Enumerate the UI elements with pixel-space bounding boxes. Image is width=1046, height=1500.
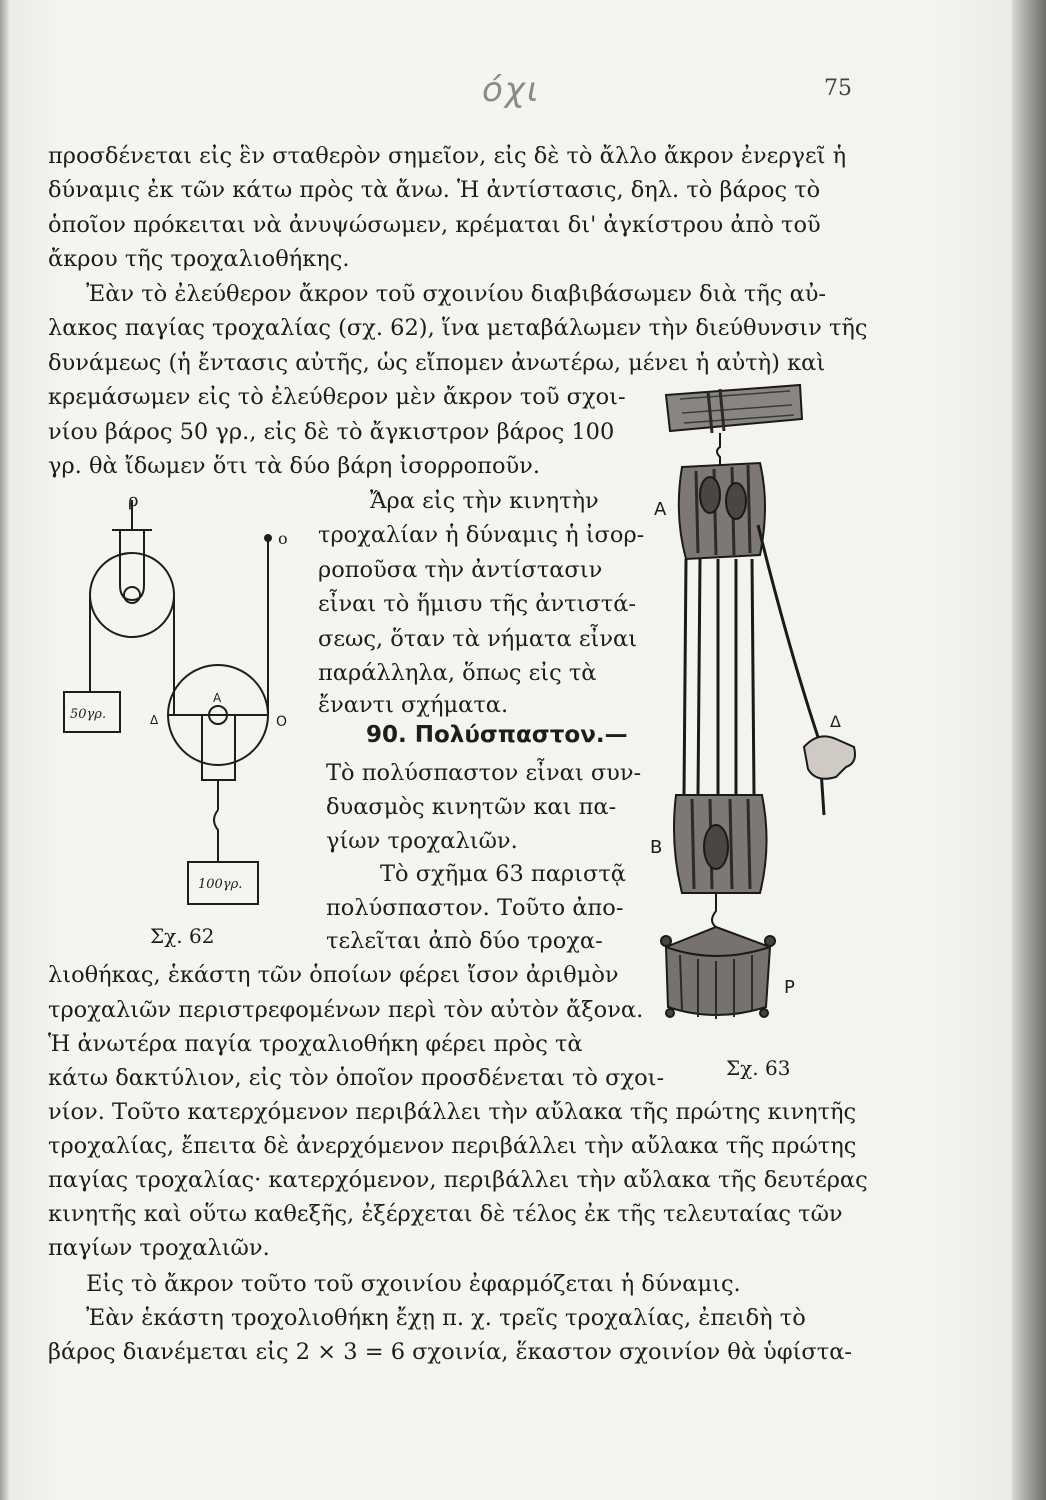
weight-100-label: 100γρ. xyxy=(198,877,243,892)
weight-50-label: 50γρ. xyxy=(70,707,107,722)
text-line: δύναμις ἐκ τῶν κάτω πρὸς τὰ ἄνω. Ἡ ἀντίστασις, δηλ. τὸ βάρος τὸ xyxy=(48,177,821,203)
label-delta: Δ xyxy=(150,713,159,727)
text-line: Ἄρα εἰς τὴν κινητὴν xyxy=(370,488,599,514)
text-line: παράλληλα, ὅπως εἰς τὰ xyxy=(318,660,597,686)
text-line: Ἐὰν ἑκάστη τροχολιοθήκη ἔχῃ π. χ. τρεῖς τροχαλίας, ἐπειδὴ τὸ xyxy=(86,1305,806,1331)
figure-62-caption: Σχ. 62 xyxy=(150,924,215,948)
text-line: κινητῆς καὶ οὕτω καθεξῆς, ἐξέρχεται δὲ τέλος ἐκ τῆς τελευταίας τῶν xyxy=(48,1201,843,1227)
text-line: τελεῖται ἀπὸ δύο τροχα- xyxy=(326,928,603,954)
figure-63-block-and-tackle xyxy=(640,375,870,1055)
text-line: προσδένεται εἰς ἓν σταθερὸν σημεῖον, εἰς δὲ τὸ ἄλλο ἄκρον ἐνεργεῖ ἡ xyxy=(48,143,847,169)
text-line: λακος παγίας τροχαλίας (σχ. 62), ἵνα μεταβάλωμεν τὴν διεύθυνσιν τῆς xyxy=(48,315,868,341)
label-Delta-force: Δ xyxy=(830,712,841,731)
text-line: κάτω δακτύλιον, εἰς τὸν ὁποῖον προσδένεται τὸ σχοι- xyxy=(48,1065,665,1091)
text-line: Ἐὰν τὸ ἐλεύθερον ἄκρον τοῦ σχοινίου διαβιβάσωμεν διὰ τῆς αὐ- xyxy=(86,281,827,307)
text-line: Ἡ ἀνωτέρα παγία τροχαλιοθήκη φέρει πρὸς τὰ xyxy=(48,1031,583,1057)
text-line: γίων τροχαλιῶν. xyxy=(326,828,518,854)
text-line: τροχαλιῶν περιστρεφομένων περὶ τὸν αὐτὸν ἄξονα. xyxy=(48,997,644,1023)
text-line: κρεμάσωμεν εἰς τὸ ἐλεύθερον μὲν ἄκρον τοῦ σχοι- xyxy=(48,384,626,410)
figure-63-caption: Σχ. 63 xyxy=(726,1056,791,1080)
text-line: βάρος διανέμεται εἰς 2 × 3 = 6 σχοινία, ἕκαστον σχοινίον θὰ ὑφίστα- xyxy=(48,1339,853,1365)
text-line: νίου βάρος 50 γρ., εἰς δὲ τὸ ἄγκιστρον βάρος 100 xyxy=(48,419,615,445)
text-line: εἶναι τὸ ἥμισυ τῆς ἀντιστά- xyxy=(318,591,637,617)
text-line: Τὸ πολύσπαστον εἶναι συν- xyxy=(326,760,642,786)
text-line: σεως, ὅταν τὰ νήματα εἶναι xyxy=(318,626,638,652)
text-line: δυασμὸς κινητῶν και πα- xyxy=(326,794,617,820)
text-line: ἔναντι σχήματα. xyxy=(318,692,509,718)
text-line: πολύσπαστον. Τοῦτο ἀπο- xyxy=(326,895,624,921)
text-line: Τὸ σχῆμα 63 παριστᾷ xyxy=(380,861,626,887)
text-line: γρ. θὰ ἴδωμεν ὅτι τὰ δύο βάρη ἰσορροποῦν. xyxy=(48,453,541,479)
text-line: δυνάμεως (ἡ ἔντασις αὐτῆς, ὡς εἴπομεν ἀνωτέρω, μένει ἡ αὐτὴ) καὶ xyxy=(48,350,826,376)
label-o-right: Ο xyxy=(276,714,288,730)
text-line: τροχαλίαν ἡ δύναμις ἡ ἰσορ- xyxy=(318,522,645,548)
figure-62-pulley-diagram xyxy=(50,490,320,960)
text-line: νίον. Τοῦτο κατερχόμενον περιβάλλει τὴν αὔλακα τῆς πρώτης κινητῆς xyxy=(48,1099,857,1125)
page-edge-shadow xyxy=(0,0,10,1500)
book-spine xyxy=(1012,0,1046,1500)
label-P-load: P xyxy=(784,977,795,998)
label-A-block: A xyxy=(654,499,667,520)
text-line: Εἰς τὸ ἄκρον τοῦτο τοῦ σχοινίου ἐφαρμόζεται ἡ δύναμις. xyxy=(86,1271,741,1297)
text-line: λιοθήκας, ἑκάστη τῶν ὁποίων φέρει ἴσον ἀριθμὸν xyxy=(48,962,619,988)
handwritten-margin-note: όχι xyxy=(482,70,541,110)
text-line: ὁποῖον πρόκειται νὰ ἀνυψώσωμεν, κρέμαται δι' ἀγκίστρου ἀπὸ τοῦ xyxy=(48,212,821,238)
page-number: 75 xyxy=(824,76,852,101)
text-line: παγίας τροχαλίας· κατερχόμενον, περιβάλλει τὴν αὔλακα τῆς δευτέρας xyxy=(48,1167,868,1193)
section-heading: 90. Πολύσπαστον.— xyxy=(366,722,628,748)
label-o-top: ο xyxy=(278,529,288,548)
text-line: ροποῦσα τὴν ἀντίστασιν xyxy=(318,557,603,583)
text-line: ἄκρου τῆς τροχαλιοθήκης. xyxy=(48,246,350,272)
label-rho: ρ xyxy=(128,490,139,511)
label-A: Α xyxy=(213,691,222,705)
text-line: τροχαλίας, ἔπειτα δὲ ἀνερχόμενον περιβάλλει τὴν αὔλακα τῆς πρώτης xyxy=(48,1133,857,1159)
text-line: παγίων τροχαλιῶν. xyxy=(48,1235,270,1261)
label-B-block: B xyxy=(650,837,663,858)
